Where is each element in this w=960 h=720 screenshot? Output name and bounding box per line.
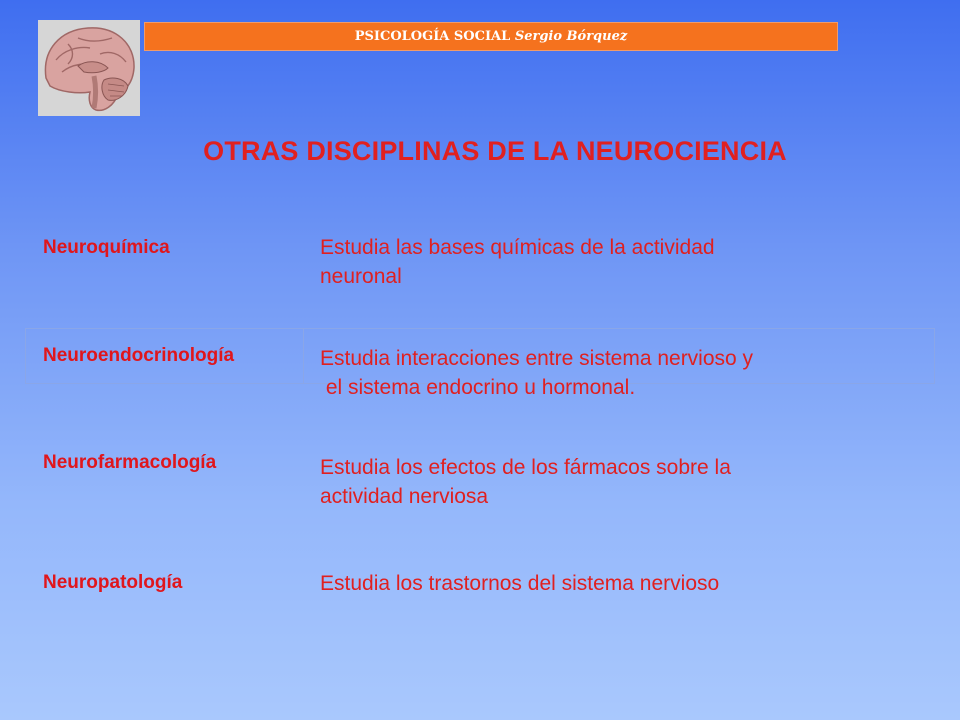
- term-neuropatologia: Neuropatología: [43, 572, 183, 593]
- description-neurofarmacologia: [320, 453, 900, 511]
- description-line: Estudia los trastornos del sistema nervioso: [320, 572, 720, 595]
- subject-label: PSICOLOGÍA SOCIAL: [354, 29, 511, 44]
- header-banner: [144, 22, 838, 51]
- description-neuroquimica: [320, 233, 900, 291]
- description-line: actividad nerviosa: [320, 485, 489, 508]
- description-line: Estudia los efectos de los fármacos sobre la: [320, 456, 731, 479]
- description-neuroendocrinologia: [320, 344, 900, 402]
- author-label: Sergio Bórquez: [514, 29, 628, 44]
- term-neurofarmacologia: Neurofarmacología: [43, 452, 217, 473]
- slide-title: OTRAS DISCIPLINAS DE LA NEUROCIENCIA: [203, 136, 787, 166]
- term-neuroendocrinologia: Neuroendocrinología: [43, 345, 235, 366]
- description-line: neuronal: [320, 265, 402, 288]
- description-line: Estudia interacciones entre sistema nervioso y: [320, 347, 754, 370]
- highlight-row-divider: [303, 328, 304, 384]
- brain-image: [38, 20, 140, 116]
- description-neuropatologia: [320, 569, 900, 598]
- description-line: Estudia las bases químicas de la actividad: [320, 236, 715, 259]
- term-neuroquimica: Neuroquímica: [43, 237, 170, 258]
- description-line: el sistema endocrino u hormonal.: [320, 376, 636, 399]
